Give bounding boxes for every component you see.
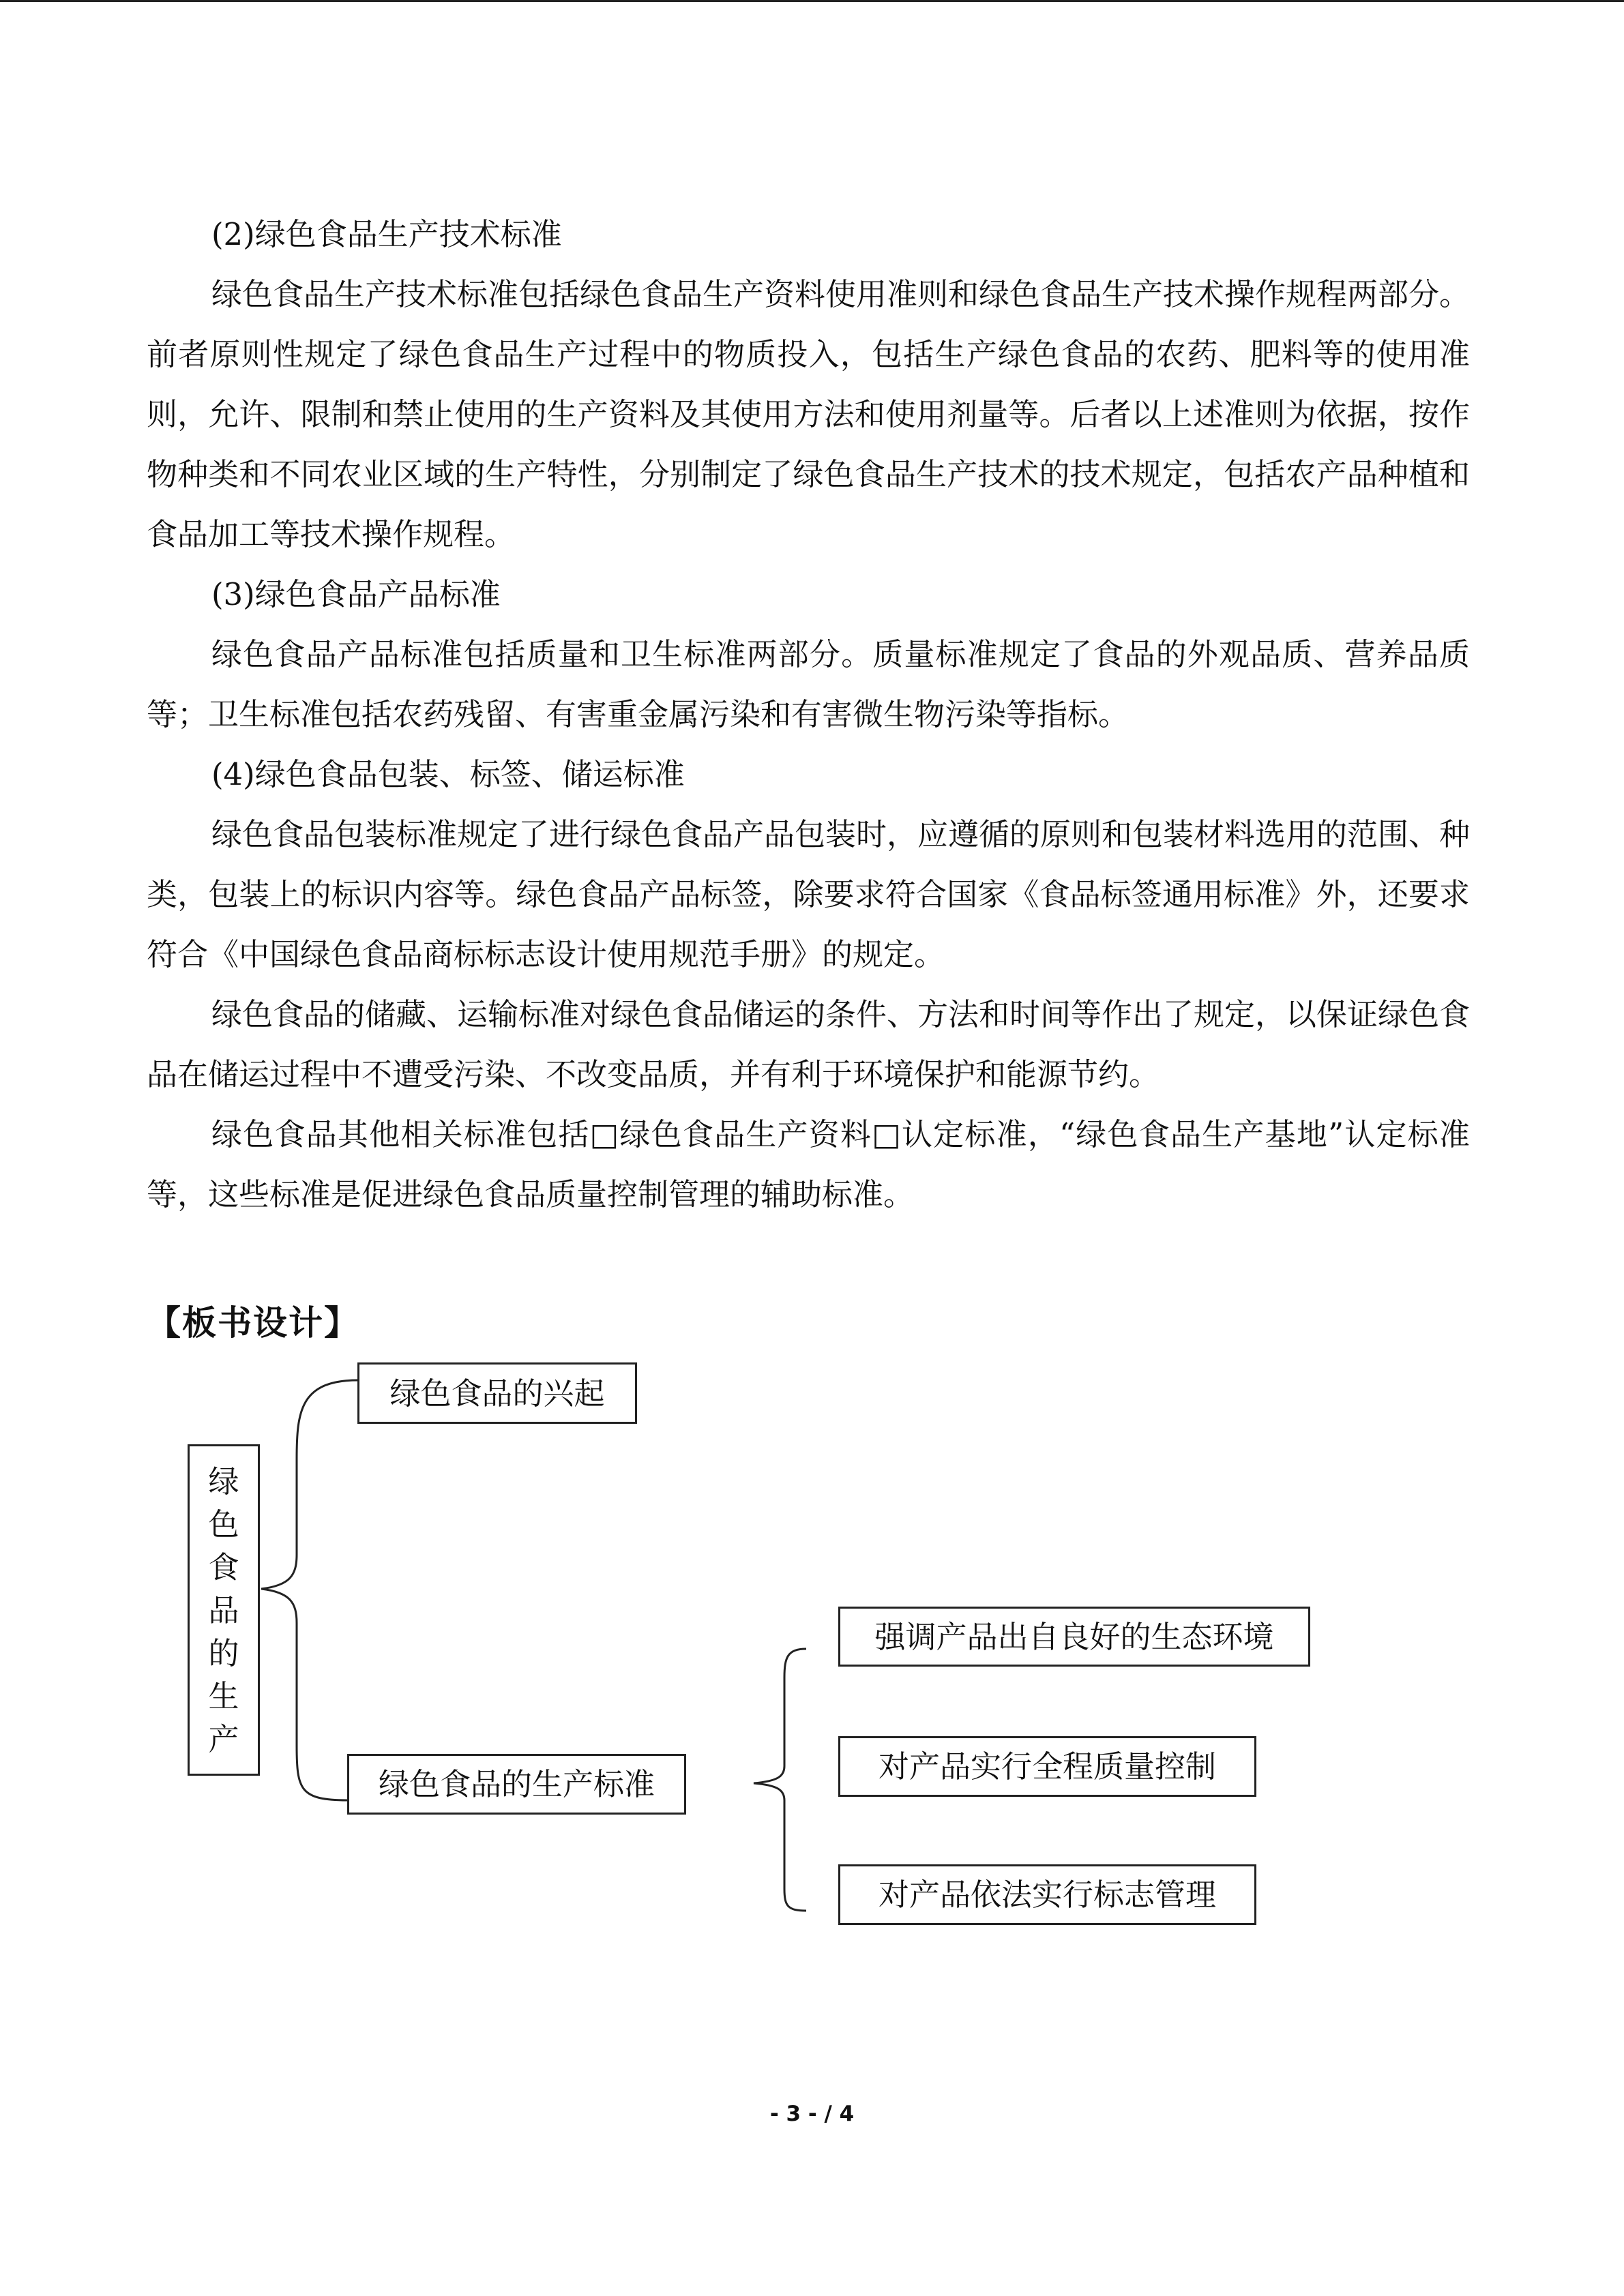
section-2-heading: (2)绿色食品生产技术标准 <box>211 216 562 252</box>
root-char: 绿 <box>208 1463 239 1500</box>
root-char: 食 <box>208 1549 239 1585</box>
root-char: 的 <box>208 1635 239 1671</box>
root-char: 品 <box>208 1592 239 1628</box>
left-brace <box>261 1380 358 1800</box>
root-char: 产 <box>208 1720 239 1757</box>
board-design-title: 【板书设计】 <box>147 1303 359 1343</box>
page-number: - 3 - / 4 <box>769 2102 855 2126</box>
node-sub-item: 强调产品出自良好的生态环境 <box>838 1607 1310 1667</box>
section-2-paragraph: 绿色食品生产技术标准包括绿色食品生产资料使用准则和绿色食品生产技术操作规程两部分。前者原则性规定了绿色食品生产过程中的物质投入，包括生产绿色食品的农药、肥料等的使用准则，允许、限制和禁止使用的生产资料及其使用方法和使用剂量等。后者以上述准则为依据，按作物种类和不同农业区域的生产特性，分别制定了绿色食品生产技术的技术规定，包括农产品种植和食品加工等技术操作规程。 <box>147 276 1471 552</box>
node-sub-item: 对产品实行全程质量控制 <box>838 1736 1256 1797</box>
section-4-heading: (4)绿色食品包装、标签、储运标准 <box>211 756 685 792</box>
root-char: 生 <box>208 1678 239 1714</box>
right-brace <box>754 1649 806 1911</box>
root-node <box>188 1444 260 1776</box>
root-char: 色 <box>208 1506 239 1542</box>
section-3-heading: (3)绿色食品产品标准 <box>211 576 501 612</box>
section-4-paragraph-3: 绿色食品其他相关标准包括□绿色食品生产资料□认定标准，“绿色食品生产基地”认定标准等，这些标准是促进绿色食品质量控制管理的辅助标准。 <box>147 1116 1470 1212</box>
node-standard: 绿色食品的生产标准 <box>347 1754 686 1815</box>
section-3-paragraph: 绿色食品产品标准包括质量和卫生标准两部分。质量标准规定了食品的外观品质、营养品质等；卫生标准包括农药残留、有害重金属污染和有害微生物污染等指标。 <box>147 636 1470 732</box>
node-sub-item: 对产品依法实行标志管理 <box>838 1864 1256 1925</box>
section-4-paragraph-2: 绿色食品的储藏、运输标准对绿色食品储运的条件、方法和时间等作出了规定，以保证绿色食品在储运过程中不遭受污染、不改变品质，并有利于环境保护和能源节约。 <box>147 996 1471 1092</box>
node-rise: 绿色食品的兴起 <box>357 1362 637 1424</box>
section-4-paragraph-1: 绿色食品包装标准规定了进行绿色食品产品包装时，应遵循的原则和包装材料选用的范围、种类，包装上的标识内容等。绿色食品产品标签，除要求符合国家《食品标签通用标准》外，还要求符合《中国绿色食品商标标志设计使用规范手册》的规定。 <box>147 816 1471 972</box>
